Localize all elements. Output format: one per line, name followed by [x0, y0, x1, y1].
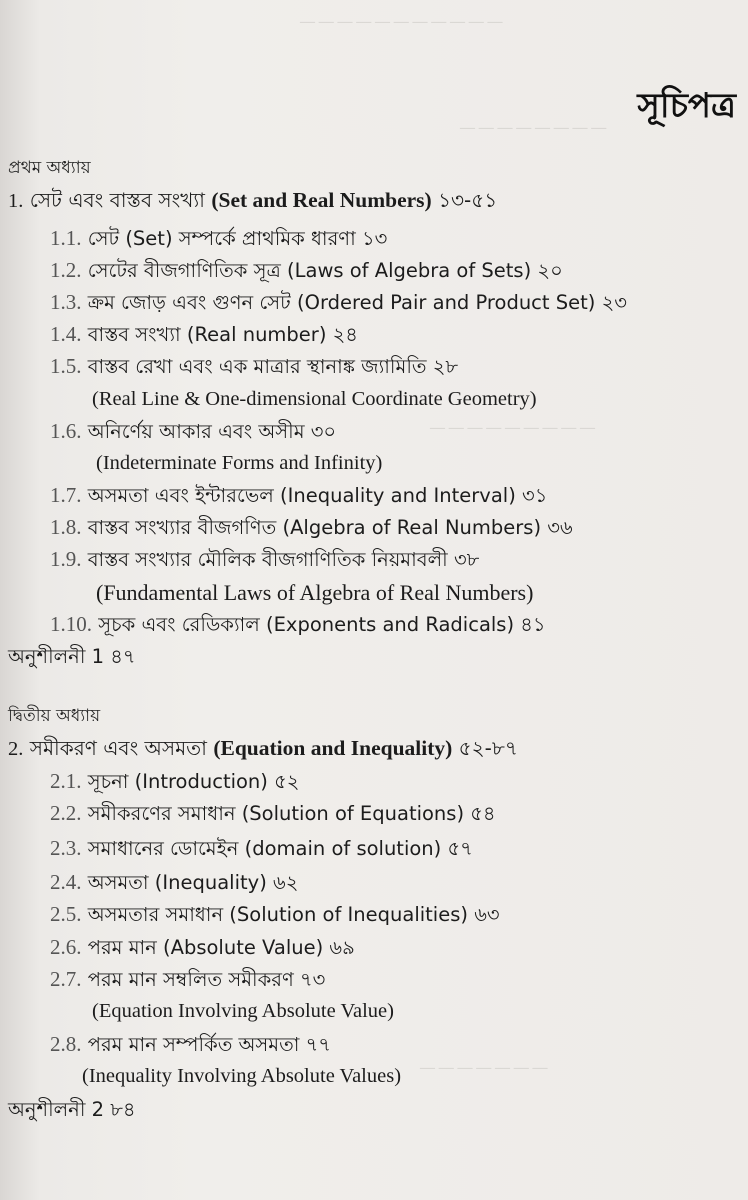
toc-entry: [50, 838, 473, 859]
section-number: 1.6.: [50, 419, 82, 443]
chapter-1-title-en: (Set and Real Numbers): [211, 188, 432, 212]
section-subtitle: (Inequality Involving Absolute Values): [82, 1065, 402, 1087]
section-title: পরম মান সম্পর্কিত অসমতা ৭৭: [87, 1033, 331, 1056]
section-title: সেটের বীজগাণিতিক সূত্র (Laws of Algebra of Sets) ২০: [87, 259, 563, 282]
toc-entry: [50, 1034, 331, 1055]
toc-entry: [50, 549, 479, 570]
section-title: বাস্তব সংখ্যা (Real number) ২৪: [87, 323, 358, 346]
section-subtitle: (Real Line & One-dimensional Coordinate Geometry): [92, 388, 537, 410]
section-number: 2.4.: [50, 870, 82, 894]
toc-entry: [50, 485, 547, 506]
section-number: 2.3.: [50, 836, 82, 860]
toc-entry: [50, 872, 298, 893]
exercise-entry: অনুশীলনী 2 ৮৪: [8, 1098, 136, 1121]
section-title: বাস্তব রেখা এবং এক মাত্রার স্থানাঙ্ক জ্যামিতি ২৮: [87, 355, 459, 378]
section-title: সূচক এবং রেডিক্যাল (Exponents and Radicals) ৪১: [98, 613, 546, 636]
toc-entry: [50, 614, 546, 635]
section-number: 1.4.: [50, 322, 82, 346]
bleed-through-text: — — — — — — — —: [460, 120, 607, 136]
section-title: বাস্তব সংখ্যার বীজগণিত (Algebra of Real Numbers) ৩৬: [87, 516, 573, 539]
section-number: 2.8.: [50, 1032, 82, 1056]
toc-entry: [50, 803, 496, 824]
chapter-2-title-bn: সমীকরণ এবং অসমতা: [29, 736, 207, 760]
exercise-entry: অনুশীলনী 1 ৪৭: [8, 645, 136, 668]
section-title: অসমতার সমাধান (Solution of Inequalities) ৬৩: [87, 903, 500, 926]
section-subtitle: (Fundamental Laws of Algebra of Real Numbers): [96, 580, 534, 605]
section-title: পরম মান সম্বলিত সমীকরণ ৭৩: [87, 968, 326, 991]
toc-entry: [50, 356, 458, 377]
toc-entry: [50, 228, 387, 249]
section-subtitle: (Equation Involving Absolute Value): [92, 1000, 394, 1022]
section-title: অসমতা এবং ইন্টারভেল (Inequality and Interval) ৩১: [87, 484, 548, 507]
toc-entry: [50, 292, 627, 313]
toc-entry: [50, 771, 299, 792]
section-title: পরম মান (Absolute Value) ৬৯: [87, 936, 355, 959]
section-title: সূচনা (Introduction) ৫২: [87, 770, 300, 793]
page-title: সূচিপত্র: [637, 86, 736, 126]
chapter-1-label: প্রথম অধ্যায়: [8, 158, 91, 178]
bleed-through-text: — — — — — — —: [420, 1060, 548, 1076]
toc-entry: [50, 324, 358, 345]
section-subtitle: (Indeterminate Forms and Infinity): [96, 452, 383, 474]
chapter-2-title-en: (Equation and Inequality): [213, 736, 453, 760]
section-number: 2.1.: [50, 769, 82, 793]
toc-entry: [50, 421, 336, 442]
bleed-through-text: — — — — — — — — — — —: [300, 14, 503, 30]
section-number: 1.3.: [50, 290, 82, 314]
section-number: 1.5.: [50, 354, 82, 378]
section-number: 2.2.: [50, 801, 82, 825]
toc-entry: [50, 904, 500, 925]
section-number: 1.7.: [50, 483, 82, 507]
bleed-through-text: — — — — — — — — —: [430, 420, 595, 436]
section-number: 1.8.: [50, 515, 82, 539]
chapter-1-pages: ১৩-৫১: [438, 188, 498, 212]
chapter-2-pages: ৫২-৮৭: [458, 736, 518, 760]
toc-entry: [50, 969, 325, 990]
section-number: 1.10.: [50, 612, 92, 636]
section-title: অসমতা (Inequality) ৬২: [87, 871, 299, 894]
section-title: বাস্তব সংখ্যার মৌলিক বীজগাণিতিক নিয়মাবলী ৩৮: [87, 548, 480, 571]
section-number: 2.7.: [50, 967, 82, 991]
section-title: সমীকরণের সমাধান (Solution of Equations) ৫৪: [87, 802, 496, 825]
section-title: সেট (Set) সম্পর্কে প্রাথমিক ধারণা ১৩: [87, 227, 388, 250]
section-number: 2.5.: [50, 902, 82, 926]
chapter-2-heading: [8, 738, 518, 760]
toc-entry: [50, 260, 563, 281]
section-number: 1.9.: [50, 547, 82, 571]
chapter-1-heading: [8, 190, 497, 212]
section-title: অনির্ণেয় আকার এবং অসীম ৩০: [87, 420, 337, 443]
toc-entry: [50, 937, 355, 958]
section-number: 1.1.: [50, 226, 82, 250]
section-number: 1.2.: [50, 258, 82, 282]
chapter-2-number: 2.: [8, 738, 24, 760]
section-title: ক্রম জোড় এবং গুণন সেট (Ordered Pair and Product Set) ২৩: [87, 291, 627, 314]
section-title: সমাধানের ডোমেইন (domain of solution) ৫৭: [87, 837, 473, 860]
section-number: 2.6.: [50, 935, 82, 959]
toc-entry: [50, 517, 573, 538]
chapter-1-number: 1.: [8, 190, 24, 212]
chapter-1-title-bn: সেট এবং বাস্তব সংখ্যা: [29, 188, 205, 212]
chapter-2-label: দ্বিতীয় অধ্যায়: [8, 706, 101, 726]
